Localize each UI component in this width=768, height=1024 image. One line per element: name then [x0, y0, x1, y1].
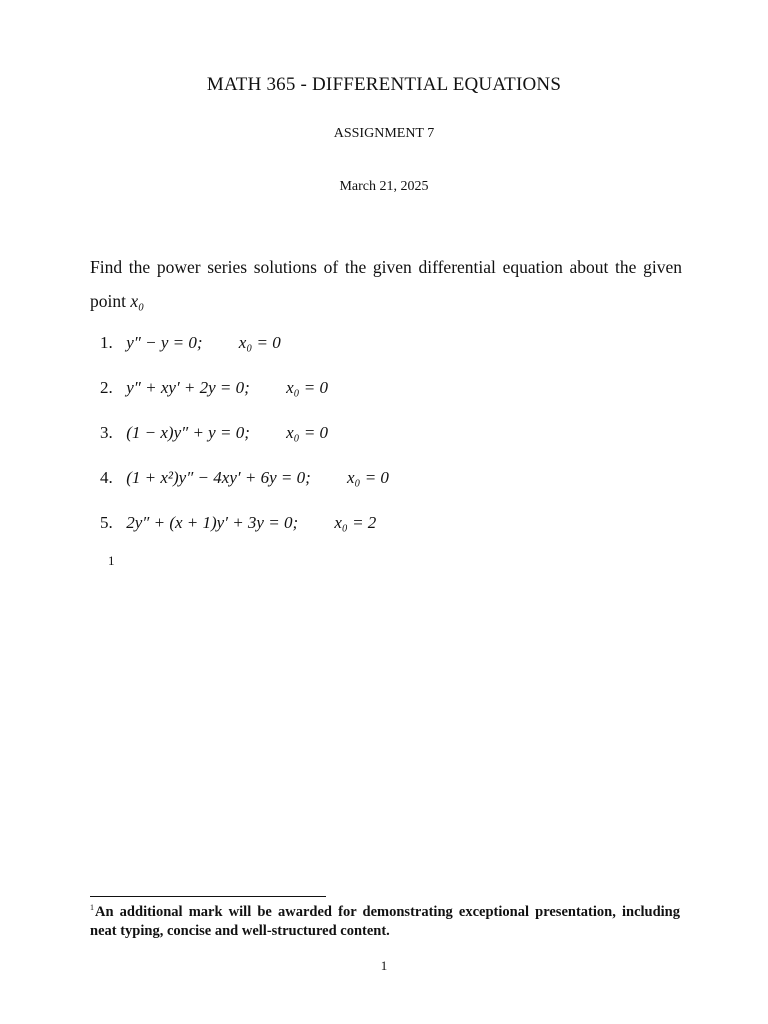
- problem-equation: y″ − y = 0;: [126, 333, 203, 352]
- problem-point: x₀ = 0: [286, 378, 328, 397]
- footnote-divider: [90, 896, 326, 897]
- problem-equation: 2y″ + (x + 1)y′ + 3y = 0;: [126, 513, 299, 532]
- document-title: MATH 365 - DIFFERENTIAL EQUATIONS: [206, 74, 562, 95]
- problem-point: x₀ = 0: [238, 333, 281, 352]
- footnote-superscript: 1: [90, 903, 94, 912]
- problem-number: 3.: [100, 423, 113, 442]
- problem-point: x₀ = 2: [334, 513, 377, 532]
- problem-item: [100, 375, 700, 420]
- document-date: March 21, 2025: [339, 179, 429, 194]
- problem-equation: (1 + x²)y″ − 4xy′ + 6y = 0;: [126, 468, 311, 487]
- problem-number: 2.: [100, 378, 113, 397]
- instructions-point: x₀: [130, 291, 145, 311]
- instructions-text: Find the power series solutions of the given differential equation about the given point: [90, 257, 682, 311]
- problem-item: [100, 420, 700, 465]
- footnote-body: An additional mark will be awarded for demonstrating exceptional presentation, including neat typing, concise and well-structured content.: [90, 903, 680, 939]
- footnote-marker: 1: [108, 553, 115, 568]
- problem-item: [100, 510, 700, 555]
- instructions-paragraph: [90, 250, 682, 318]
- problem-equation: y″ + xy′ + 2y = 0;: [126, 378, 250, 397]
- problem-number: 5.: [100, 513, 113, 532]
- problem-number: 1.: [100, 333, 113, 352]
- problem-number: 4.: [100, 468, 113, 487]
- footnote-text: [90, 898, 680, 941]
- problem-point: x₀ = 0: [286, 423, 329, 442]
- problem-item: [100, 465, 700, 510]
- problem-item: [100, 330, 700, 375]
- problem-equation: (1 − x)y″ + y = 0;: [126, 423, 250, 442]
- page-number: 1: [380, 958, 388, 973]
- problem-list: [100, 330, 700, 555]
- problem-point: x₀ = 0: [347, 468, 389, 487]
- assignment-subtitle: ASSIGNMENT 7: [333, 126, 435, 141]
